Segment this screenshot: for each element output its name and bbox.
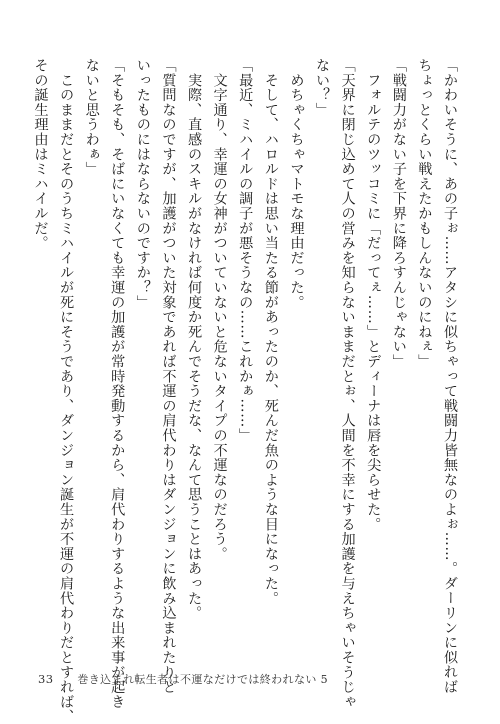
running-title: 巻き込まれ転生者は不運なだけでは終われない 5	[77, 673, 329, 686]
text-line: めちゃくちゃマトモな理由だった。	[288, 58, 305, 310]
page-footer	[38, 671, 328, 687]
text-line: 「かわいそうに、あの子ぉ……アタシに似ちゃって戦闘力皆無なのよぉ……。ダーリンに似れば	[442, 58, 458, 695]
text-line: 実際、直感のスキルがなければ何度か死んでそうだな、なんて思うことはあった。	[186, 58, 203, 621]
text-line: 「そもそも、そばにいなくても幸運の加護が常時発動するから、肩代わりするような出来事が起き	[109, 58, 126, 710]
text-line: そして、ハロルドは思い当たる節があったのか、死んだ魚のような目になった。	[262, 58, 279, 606]
text-line: 「質問なのですが、加護がついた対象であれば不運の肩代わりはダンジョンに飲み込まれたりと	[160, 58, 177, 695]
text-line: フォルテのツッコミに「だってぇ……」とディーナは唇を尖らせた。	[365, 58, 382, 532]
text-line: 文字通り、幸運の女神がついていないと危ないタイプの不運なのだろう。	[211, 58, 228, 562]
text-line: ない？」	[314, 58, 331, 118]
text-line: ないと思うわぁ」	[83, 58, 100, 177]
text-line: 「天界に閉じ込めて人の営みを知らないままだとぉ、人間を不幸にする加護を与えちゃいそうじゃ	[339, 58, 356, 710]
text-line: その誕生理由はミハイルだ。	[32, 58, 49, 251]
text-line: このままだとそのうちミハイルが死にそうであり、ダンジョン誕生が不運の肩代わりだとすれば、	[58, 58, 75, 724]
page-number: 33	[38, 672, 54, 686]
text-line: ちょっとくらい戦えたかもしんないのにねぇ」	[416, 58, 433, 369]
text-line: 「戦闘力がない子を下界に降ろすんじゃない」	[390, 58, 407, 369]
text-line: 「最近、ミハイルの調子が悪そうなの……これかぁ……」	[237, 58, 254, 443]
text-line: いったものにはならないのですか？」	[134, 58, 151, 310]
